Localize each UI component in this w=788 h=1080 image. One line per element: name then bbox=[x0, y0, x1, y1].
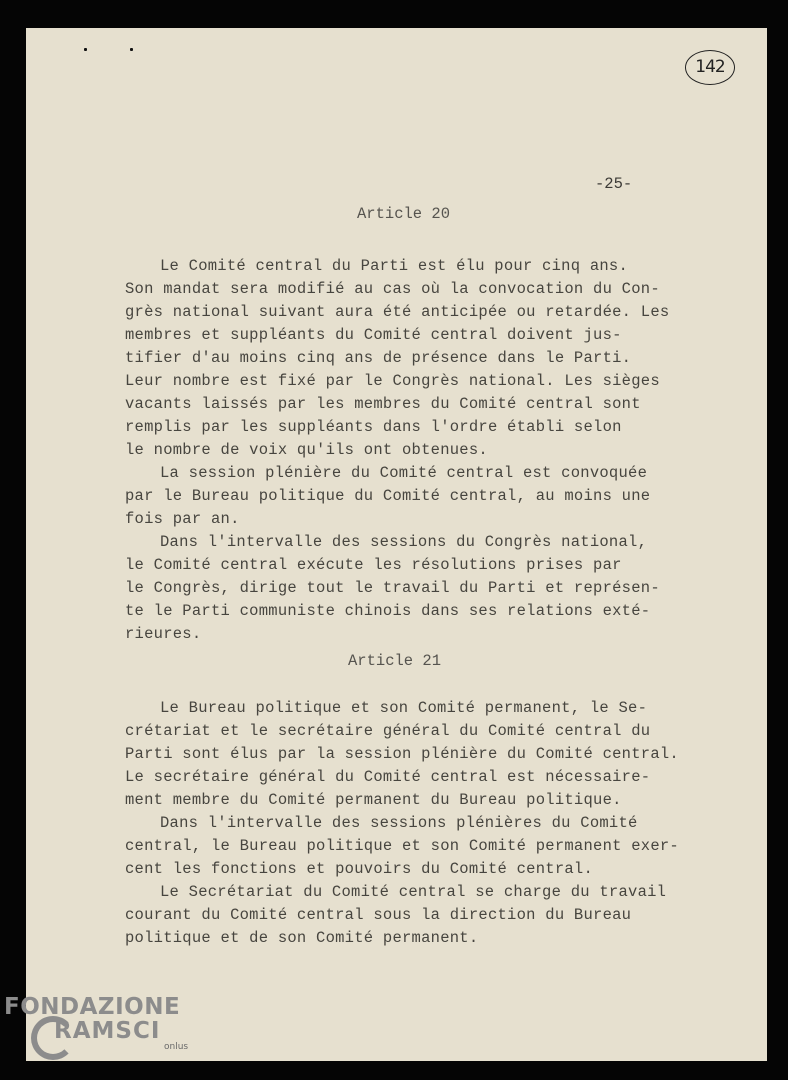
article-20-line: tifier d'au moins cinq ans de présence dans le Parti. bbox=[125, 349, 632, 367]
watermark-line1: FONDAZIONE bbox=[4, 994, 181, 1020]
article-20-line: le Comité central exécute les résolutions prises par bbox=[125, 556, 622, 574]
paper-speck bbox=[84, 48, 87, 51]
watermark-line2: RAMSCI bbox=[54, 1018, 161, 1044]
article-20-line: vacants laissés par les membres du Comité central sont bbox=[125, 395, 641, 413]
article-20-line: le nombre de voix qu'ils ont obtenues. bbox=[125, 441, 488, 459]
article-20-line: Leur nombre est fixé par le Congrès national. Les sièges bbox=[125, 372, 660, 390]
article-21-line: cent les fonctions et pouvoirs du Comité central. bbox=[125, 860, 594, 878]
page-number: -25- bbox=[595, 175, 633, 193]
fondazione-gramsci-watermark bbox=[4, 994, 189, 1052]
article-21-line: politique et de son Comité permanent. bbox=[125, 929, 479, 947]
article-20-line: fois par an. bbox=[125, 510, 240, 528]
article-21-line: ment membre du Comité permanent du Bureau politique. bbox=[125, 791, 622, 809]
article-20-line: te le Parti communiste chinois dans ses relations exté- bbox=[125, 602, 651, 620]
article-20-line: Le Comité central du Parti est élu pour cinq ans. bbox=[160, 257, 629, 275]
article-21-line: Dans l'intervalle des sessions plénières du Comité bbox=[160, 814, 638, 832]
article-20-heading: Article 20 bbox=[357, 205, 451, 223]
watermark-suffix: onlus bbox=[164, 1042, 189, 1052]
archive-number-stamp: 142 bbox=[685, 50, 735, 85]
article-20-line: par le Bureau politique du Comité central, au moins une bbox=[125, 487, 651, 505]
article-20-line: le Congrès, dirige tout le travail du Parti et représen- bbox=[125, 579, 660, 597]
article-20-line: rieures. bbox=[125, 625, 202, 643]
article-20-line: grès national suivant aura été anticipée ou retardée. Les bbox=[125, 303, 670, 321]
article-21-heading: Article 21 bbox=[348, 652, 442, 670]
article-20-line: La session plénière du Comité central est convoquée bbox=[160, 464, 648, 482]
article-21-line: Le Secrétariat du Comité central se charge du travail bbox=[160, 883, 667, 901]
article-21-line: crétariat et le secrétaire général du Comité central du bbox=[125, 722, 651, 740]
article-21-line: Le Bureau politique et son Comité permanent, le Se- bbox=[160, 699, 648, 717]
article-20-line: Dans l'intervalle des sessions du Congrès national, bbox=[160, 533, 648, 551]
article-21-line: Le secrétaire général du Comité central est nécessaire- bbox=[125, 768, 651, 786]
article-21-line: Parti sont élus par la session plénière du Comité central. bbox=[125, 745, 679, 763]
article-21-line: central, le Bureau politique et son Comité permanent exer- bbox=[125, 837, 679, 855]
article-20-line: Son mandat sera modifié au cas où la convocation du Con- bbox=[125, 280, 660, 298]
article-20-line: membres et suppléants du Comité central doivent jus- bbox=[125, 326, 622, 344]
paper-speck bbox=[130, 48, 133, 51]
article-21-line: courant du Comité central sous la direction du Bureau bbox=[125, 906, 632, 924]
article-20-line: remplis par les suppléants dans l'ordre établi selon bbox=[125, 418, 622, 436]
